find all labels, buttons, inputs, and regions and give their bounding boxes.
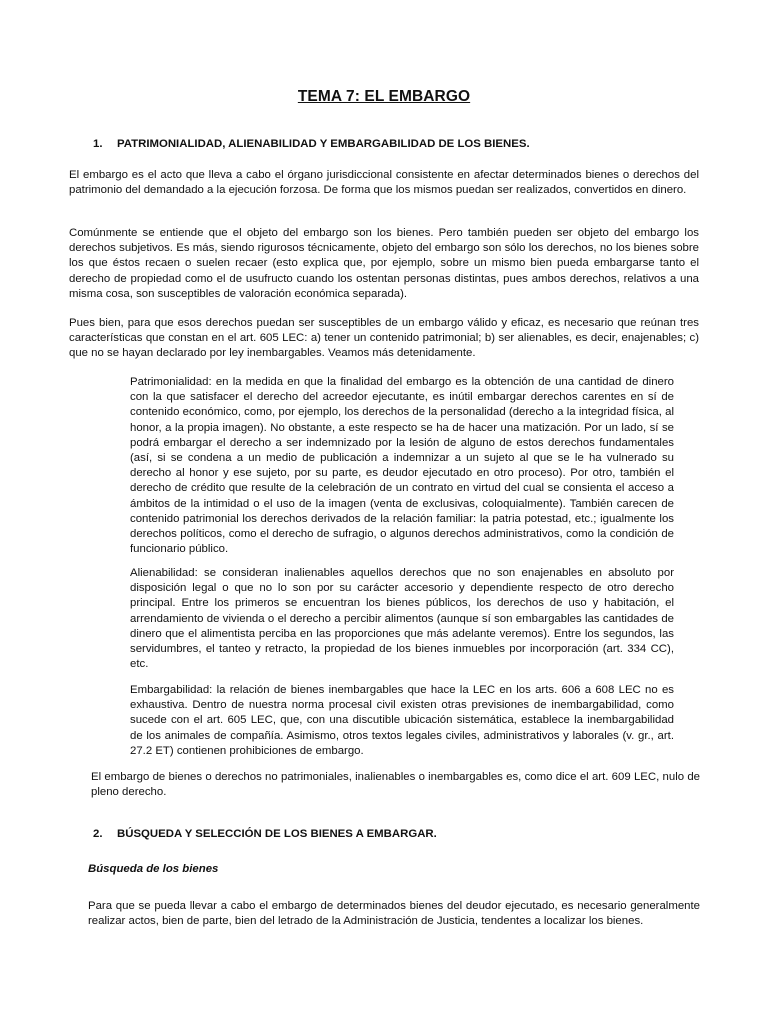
section-2-number: 2.	[93, 828, 103, 840]
subheading-busqueda: Búsqueda de los bienes	[88, 863, 219, 875]
section-1-title: PATRIMONIALIDAD, ALIENABILIDAD Y EMBARGABILIDAD DE LOS BIENES.	[117, 138, 530, 150]
paragraph-patrimonialidad: Patrimonialidad: en la medida en que la finalidad del embargo es la obtención de una cantidad de dinero con la que satisfacer el derecho del acreedor ejecutante, es inútil embargar derechos carentes en sí de contenido económico, como, por ejemplo, los derechos de la personalidad (derecho a la integridad física, al honor, a la propia imagen). No obstante, a este respecto se ha de hacer una matización. Por un lado, sí se podrá embargar el derecho a ser indemnizado por la lesión de alguno de estos derechos fundamentales (así, si se condena a un medio de publicación a indemnizar a un sujeto al que se le ha vulnerado su derecho al honor y ese sujeto, por su parte, es deudor ejecutado en otro proceso). Por otro, también el derecho de crédito que resulte de la celebración de un contrato en virtud del cual se consienta el acceso a ámbitos de la intimidad o el uso de la imagen (venta de exclusivas, coloquialmente). También carecen de contenido patrimonial los derechos derivados de la relación familiar: la patria potestad, etc.; igualmente los derechos políticos, como el derecho de sufragio, o algunos derechos administrativos, como la condición de funcionario público.	[130, 376, 674, 556]
paragraph-object-of-embargo: Comúnmente se entiende que el objeto del embargo son los bienes. Pero también pueden ser objeto del embargo los derechos subjetivos. Es más, siendo rigurosos técnicamente, objeto del embargo son sólo los derechos, no los bienes sobre los que éstos recaen o suelen recaer (esto explica que, por ejemplo, sobre un mismo bien pueda embargarse tanto el derecho de propiedad como el de usufructo cuando los ostentan personas distintas, pues ambos derechos, relativos a una misma cosa, son susceptibles de valoración económica separada).	[69, 227, 699, 300]
section-1-number: 1.	[93, 138, 103, 150]
paragraph-embargabilidad: Embargabilidad: la relación de bienes inembargables que hace la LEC en los arts. 606 a 608 LEC no es exhaustiva. Dentro de nuestra norma procesal civil existen otras previsiones de inembargabilidad, como sucede con el art. 605 LEC, que, con una discutible ubicación sistemática, establece la inembargabilidad de los animales de compañía. Asimismo, otros textos legales civiles, administrativos y laborales (v. gr., art. 27.2 ET) contienen prohibiciones de embargo.	[130, 684, 674, 757]
paragraph-alienabilidad: Alienabilidad: se consideran inalienables aquellos derechos que no son enajenables en absoluto por disposición legal o que no lo son por su carácter accesorio y dependiente respecto de otro derecho principal. Entre los primeros se encuentran los bienes públicos, los derechos de uso y habitación, el arrendamiento de vivienda o el derecho a percibir alimentos (aunque sí son embargables las cantidades de dinero que el alimentista perciba en las proporciones que más adelante veremos). Entre los segundos, las servidumbres, el tanteo y retracto, la propiedad de los bienes inmuebles por incorporación (art. 334 CC), etc.	[130, 567, 674, 671]
paragraph-busqueda: Para que se pueda llevar a cabo el embargo de determinados bienes del deudor ejecutado, es necesario generalmente realizar actos, bien de parte, bien del letrado de la Administración de Justicia, tendentes a localizar los bienes.	[88, 900, 700, 928]
section-1-heading	[93, 137, 530, 152]
section-2-heading	[93, 827, 437, 842]
document-title: TEMA 7: EL EMBARGO	[297, 88, 471, 105]
section-2-title: BÚSQUEDA Y SELECCIÓN DE LOS BIENES A EMBARGAR.	[117, 828, 437, 840]
paragraph-embargo-definition: El embargo es el acto que lleva a cabo el órgano jurisdiccional consistente en afectar determinados bienes o derechos del patrimonio del demandado a la ejecución forzosa. De forma que los mismos puedan ser realizados, convertidos en dinero.	[69, 169, 699, 197]
paragraph-nullity: El embargo de bienes o derechos no patrimoniales, inalienables o inembargables es, como dice el art. 609 LEC, nulo de pleno derecho.	[91, 771, 700, 799]
paragraph-three-characteristics: Pues bien, para que esos derechos puedan ser susceptibles de un embargo válido y eficaz, es necesario que reúnan tres características que constan en el art. 605 LEC: a) tener un contenido patrimonial; b) ser alienables, es decir, enajenables; c) que no se hayan declarado por ley inembargables. Veamos más detenidamente.	[69, 317, 699, 360]
